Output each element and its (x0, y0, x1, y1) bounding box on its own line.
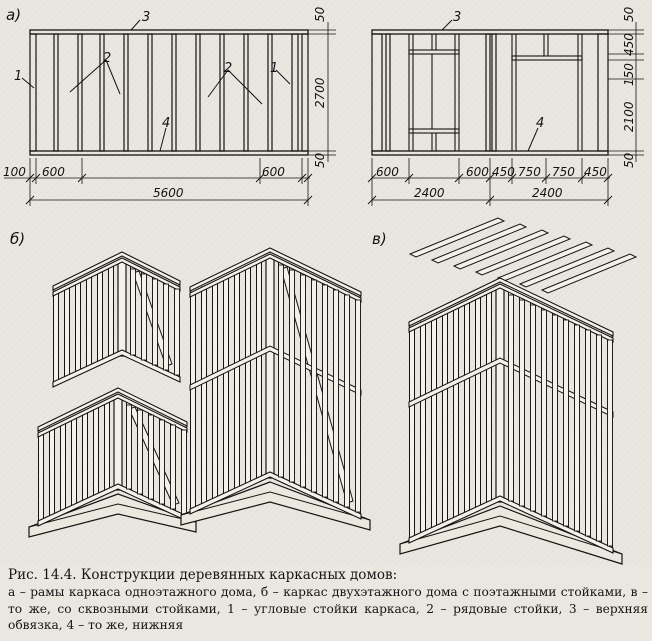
stud (142, 274, 147, 360)
callout-3-b: 3 (453, 10, 462, 25)
dim-v-450: 450 (622, 33, 636, 56)
dim-v-top50: 50 (622, 6, 636, 22)
dim-a-600-left: 600 (42, 165, 65, 179)
stud (127, 405, 132, 489)
callout-1-left: 1 (14, 69, 23, 84)
stud (87, 276, 92, 368)
stud (94, 407, 99, 497)
dim-v-450-a: 450 (492, 165, 515, 179)
stud (575, 325, 580, 531)
dim-a-600-right: 600 (262, 165, 285, 179)
stud (83, 412, 88, 502)
stud (76, 281, 81, 373)
stud (39, 432, 44, 522)
stud (257, 262, 262, 480)
dim-v-600-1: 600 (376, 165, 399, 179)
stud (246, 267, 251, 485)
dim-v-450-b: 450 (584, 165, 607, 179)
stud (164, 284, 169, 370)
stud (520, 300, 525, 506)
stud (476, 297, 481, 509)
stud (421, 322, 426, 534)
stud (542, 310, 547, 516)
callout-4: 4 (162, 116, 171, 131)
callout-2-right: 2 (224, 61, 233, 76)
stud (131, 269, 136, 355)
label-part-b: б) (10, 230, 26, 248)
stud (323, 285, 328, 497)
stud (608, 340, 613, 546)
stud (224, 277, 229, 495)
stud (160, 420, 165, 504)
stud (465, 302, 470, 514)
stud (432, 317, 437, 529)
stud (98, 271, 103, 363)
stud (312, 280, 317, 492)
caption-body: а – рамы каркаса одноэтажного дома, б – каркас двухэтажного дома с поэтажными стойками, в – то же, со сквозными стойками, 1 – угловые стойки каркаса, 2 – рядовые стойки, 3 – верхняя обвязка, 4 – то же, нижняя (8, 585, 648, 632)
dim-a-5600: 5600 (153, 186, 184, 200)
stud (301, 275, 306, 487)
stud (235, 272, 240, 490)
dim-v-150: 150 (622, 63, 636, 86)
stud (487, 292, 492, 504)
stud (191, 292, 196, 510)
stud (72, 417, 77, 507)
dim-a-top50: 50 (313, 6, 327, 22)
dim-v-750-2: 750 (552, 165, 575, 179)
stud (65, 286, 70, 378)
dim-v-bot50: 50 (622, 152, 636, 168)
stud (50, 427, 55, 517)
stud (597, 335, 602, 541)
corner-post (114, 396, 122, 490)
stud (54, 291, 59, 383)
corner-post (266, 256, 274, 478)
stud (553, 315, 558, 521)
stud (356, 300, 361, 512)
dim-a-2700: 2700 (313, 77, 327, 108)
corner-post (496, 286, 504, 502)
stud (279, 265, 284, 477)
stud (443, 312, 448, 524)
dim-v-2400-2: 2400 (532, 186, 563, 200)
callout-1-right: 1 (270, 61, 279, 76)
stud (564, 320, 569, 526)
dim-a-100: 100 (3, 165, 26, 179)
label-part-a: а) (6, 6, 22, 24)
stud (149, 415, 154, 499)
stud (586, 330, 591, 536)
stud (61, 422, 66, 512)
figure-caption (8, 566, 648, 634)
dim-v-2100: 2100 (622, 101, 636, 132)
stud (171, 425, 176, 509)
caption-title: Рис. 14.4. Конструкции деревянных каркасных домов: (8, 567, 398, 583)
stud (213, 282, 218, 500)
stud (153, 279, 158, 365)
stud (290, 270, 295, 482)
stud (105, 402, 110, 492)
stud (345, 295, 350, 507)
stud (509, 295, 514, 501)
stud (334, 290, 339, 502)
stud (109, 266, 114, 358)
dim-v-600-2: 600 (466, 165, 489, 179)
corner-post (118, 260, 126, 356)
dim-v-750-1: 750 (518, 165, 541, 179)
stud (138, 410, 143, 494)
stud (410, 327, 415, 539)
label-part-v: в) (372, 230, 387, 248)
callout-3: 3 (142, 10, 151, 25)
callout-4-b: 4 (536, 116, 545, 131)
stud (182, 430, 187, 514)
stud (531, 305, 536, 511)
stud (202, 287, 207, 505)
callout-2-left: 2 (103, 51, 112, 66)
stud (175, 289, 180, 375)
dim-v-2400-1: 2400 (414, 186, 445, 200)
dim-a-bot50: 50 (313, 152, 327, 168)
stud (454, 307, 459, 519)
